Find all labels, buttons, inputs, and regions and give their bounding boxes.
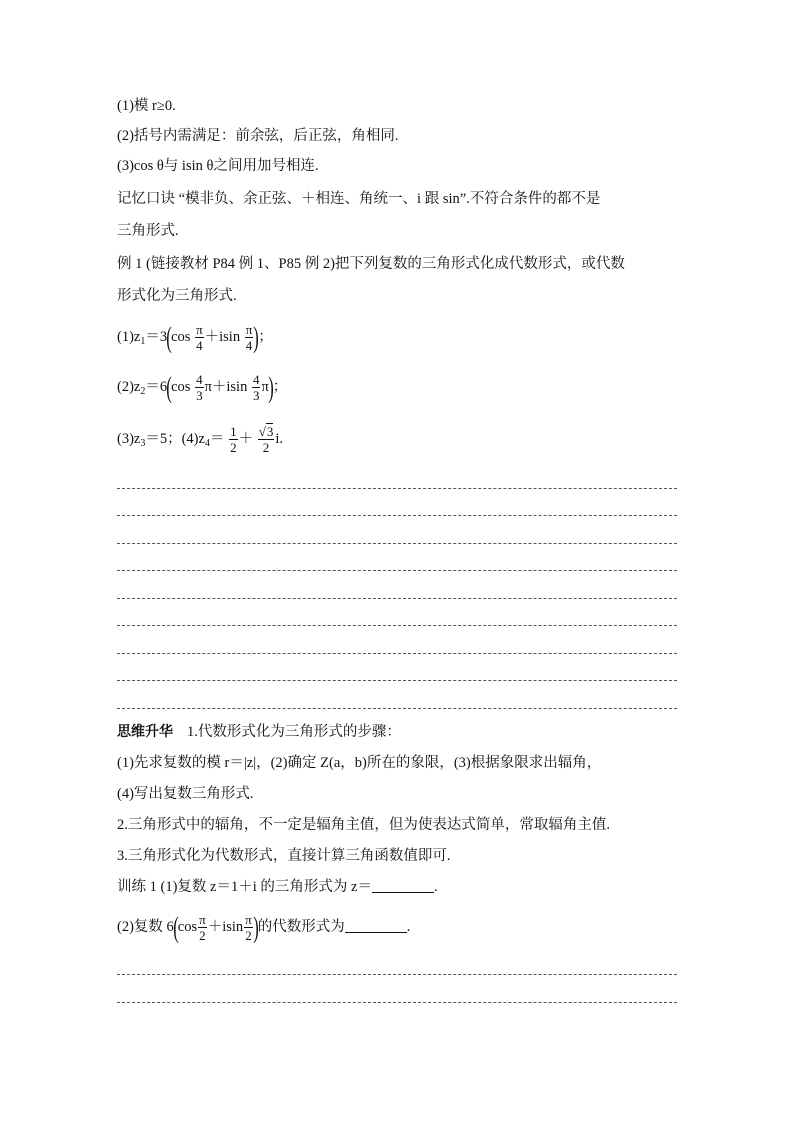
- example-heading-1: 例 1 (链接教材 P84 例 1、P85 例 2)把下列复数的三角形式化成代数形式，或代数: [117, 256, 625, 272]
- answer-line[interactable]: [117, 625, 677, 626]
- example-heading-2: 形式化为三角形式.: [117, 288, 237, 304]
- answer-line[interactable]: [117, 708, 677, 709]
- formula-z3-z4: $(3)z_3=5$；$(4)z_4=$ $\frac{1}{2}$ ＋ $\frac{√3}{2}$ i.: [117, 424, 283, 456]
- fraction: $\frac{4}{3}$: [252, 372, 260, 404]
- answer-line[interactable]: [117, 570, 677, 571]
- answer-line[interactable]: [117, 680, 677, 681]
- mnemonic-line-2: 三角形式.: [117, 223, 179, 239]
- answer-blank[interactable]: [345, 918, 407, 933]
- summary-title: 思维升华: [117, 724, 173, 740]
- fraction: $\frac{\pi}{4}$: [245, 322, 253, 354]
- mnemonic-line-1: 记忆口诀 “模非负、余正弦、＋相连、角统一、i 跟 sin”.不符合条件的都不是: [117, 191, 601, 207]
- training-1: 训练 1 (1)复数 z＝1＋i 的三角形式为 z＝ .: [117, 879, 438, 895]
- note-1: (1)模 r≥0.: [117, 98, 176, 114]
- training-2: (2)复数 6(cos $\frac{\pi}{2}$ ＋isin $\frac{\pi}{2}$ )的代数形式为 .: [117, 910, 411, 944]
- summary-line-2: (1)先求复数的模 r＝|z|，(2)确定 Z(a，b)所在的象限，(3)根据象限求出辐角，: [117, 755, 602, 771]
- fraction: $\frac{4}{3}$: [196, 372, 203, 404]
- answer-blank[interactable]: [372, 878, 434, 893]
- summary-line-3: (4)写出复数三角形式.: [117, 786, 254, 802]
- answer-line[interactable]: [117, 1002, 677, 1003]
- formula-z2: $(2)z_2=6(\cos$ $\frac{4}{3}$ π＋isin $\frac{4}{3}$ π)；: [117, 370, 288, 404]
- fraction: $\frac{\pi}{2}$: [245, 912, 252, 944]
- note-2: (2)括号内需满足：前余弦，后正弦，角相同.: [117, 128, 399, 144]
- fraction: $\frac{1}{2}$: [230, 424, 237, 456]
- summary-line-5: 3.三角形式化为代数形式，直接计算三角函数值即可.: [117, 848, 451, 864]
- fraction: $\frac{\pi}{4}$: [196, 322, 203, 354]
- answer-line[interactable]: [117, 543, 677, 544]
- answer-line[interactable]: [117, 974, 677, 975]
- answer-line[interactable]: [117, 488, 677, 489]
- summary-line-1: 思维升华 1.代数形式化为三角形式的步骤：: [117, 724, 401, 740]
- answer-line[interactable]: [117, 598, 677, 599]
- sqrt-symbol: √3: [258, 424, 274, 440]
- fraction: $\frac{√3}{2}$: [258, 424, 274, 456]
- summary-line-4: 2.三角形式中的辐角，不一定是辐角主值，但为使表达式简单，常取辐角主值.: [117, 817, 610, 833]
- formula-z1: $(1)z_1=3(\cos$ $\frac{\pi}{4}$ ＋isin $\frac{\pi}{4}$ )；: [117, 320, 273, 354]
- note-3: (3)cos θ与 isin θ之间用加号相连.: [117, 158, 319, 174]
- fraction: $\frac{\pi}{2}$: [199, 912, 206, 944]
- answer-line[interactable]: [117, 653, 677, 654]
- answer-line[interactable]: [117, 515, 677, 516]
